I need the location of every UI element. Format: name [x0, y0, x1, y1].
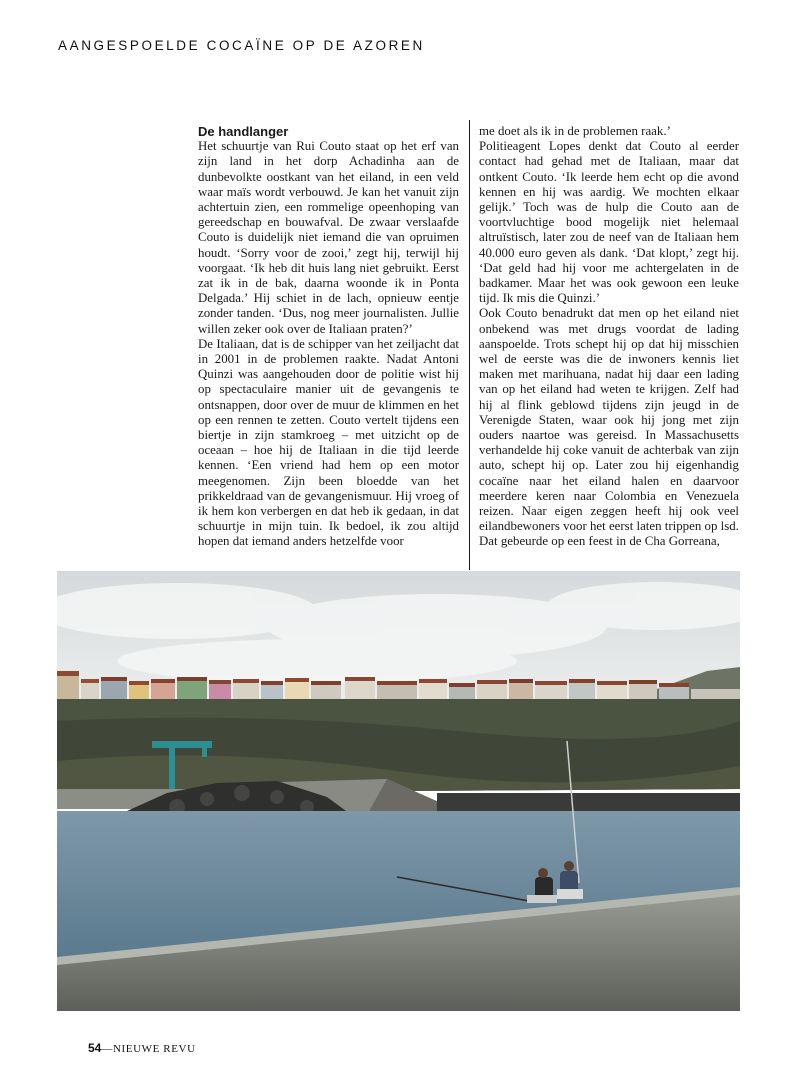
- page-number: 54: [88, 1041, 102, 1055]
- paragraph: Ook Couto benadrukt dat men op het eiland niet onbekend was met drugs voordat de lading aanspoelde. Trots schept hij op dat hij misschien wel de eerste was die de inwoners kennis liet maken met marihuana, nadat hij daar een lading van op het eiland had weten te krijgen. Zelf had hij al flink geblowd tijdens zijn jeugd in de Verenigde Staten, waar ook hij jong met zijn ouders naartoe was gereisd. In Massachusetts verhandelde hij coke vanuit de achterbak van zijn auto, schept hij op. Later zou hij eigenhandig cocaïne naar het eiland halen en daarvoor meerdere keren naar Colombia en Venezuela reizen. Naar eigen zeggen heeft hij ook veel eilandbewoners voor het eerst laten trippen op lsd.: [479, 306, 739, 534]
- folio-dash: —: [101, 1043, 113, 1055]
- article-column-left: [198, 124, 459, 550]
- paragraph: Dat gebeurde op een feest in de Cha Gorreana,: [479, 534, 720, 549]
- paragraph: Het schuurtje van Rui Couto staat op het erf van zijn land in het dorp Achadinha aan de dunbevolkte oostkant van het eiland, in een veld waar maïs wordt verbouwd. Je kan het vanuit zijn achtertuin zien, een rommelige opeenhoping van gereedschap en bouwafval. De zwaar verslaafde Couto is duidelijk niet iemand die van opruimen houdt. ‘Sorry voor de zooi,’ zegt hij, terwijl hij voorgaat. ‘Ik heb dit huis lang niet gebruikt. Eerst zat ik in de bak, daarna woonde ik in Ponta Delgada.’ Hij schiet in de lach, opnieuw eentje zonder tanden. ‘Dus, nog meer journalisten. Jullie willen zeker ook over de Italiaan praten?’: [198, 139, 459, 336]
- paragraph: me doet als ik in de problemen raak.’: [479, 124, 671, 138]
- column-divider: [469, 120, 470, 570]
- paragraph: Politieagent Lopes denkt dat Couto al eerder contact had gehad met de Italiaan, maar dat ontkent Couto. ‘Ik leerde hem echt op die avond kennen en hij was aardig. We mochten elkaar gelijk.’ Toch was de hulp die Couto aan de voortvluchtige bood mogelijk niet helemaal altruïstisch, later zou de neef van de Italiaan hem 40.000 euro geven als dank. ‘Dat klopt,’ zegt hij. ‘Dat geld had hij voor me achtergelaten in de badkamer. Maar het was ook gewoon een leuke tijd. Ik mis die Quinzi.’: [479, 139, 739, 306]
- section-heading: De handlanger: [198, 124, 289, 139]
- magazine-name: NIEUWE REVU: [112, 1043, 196, 1055]
- article-column-right: [479, 124, 739, 550]
- distant-rocks: [437, 793, 740, 813]
- running-title: AANGESPOELDE COCAÏNE OP DE AZOREN: [58, 38, 425, 53]
- harbor-photo: [57, 571, 740, 1011]
- page-folio: [88, 1041, 196, 1055]
- paragraph: De Italiaan, dat is de schipper van het zeiljacht dat in 2001 in de problemen raakte. Nadat Antoni Quinzi was aangehouden door de politie wist hij op spectaculaire manier uit de gevangenis te ontsnappen, door over de muur de klimmen en het op een rennen te zetten. Couto vertelt tijdens een biertje in zijn stamkroeg – met uitzicht op de oceaan – hoe hij de Italiaan in die tijd leerde kennen. ‘Een vriend had hem op een motor meegenomen. Zijn been bloedde van het prikkeldraad van de gevangenismuur. Hij vroeg of ik hem kon verbergen en dat heb ik gedaan, in dat schuurtje in mijn tuin. Ik bedoel, ik zou altijd hopen dat iemand anders hetzelfde voor: [198, 336, 459, 549]
